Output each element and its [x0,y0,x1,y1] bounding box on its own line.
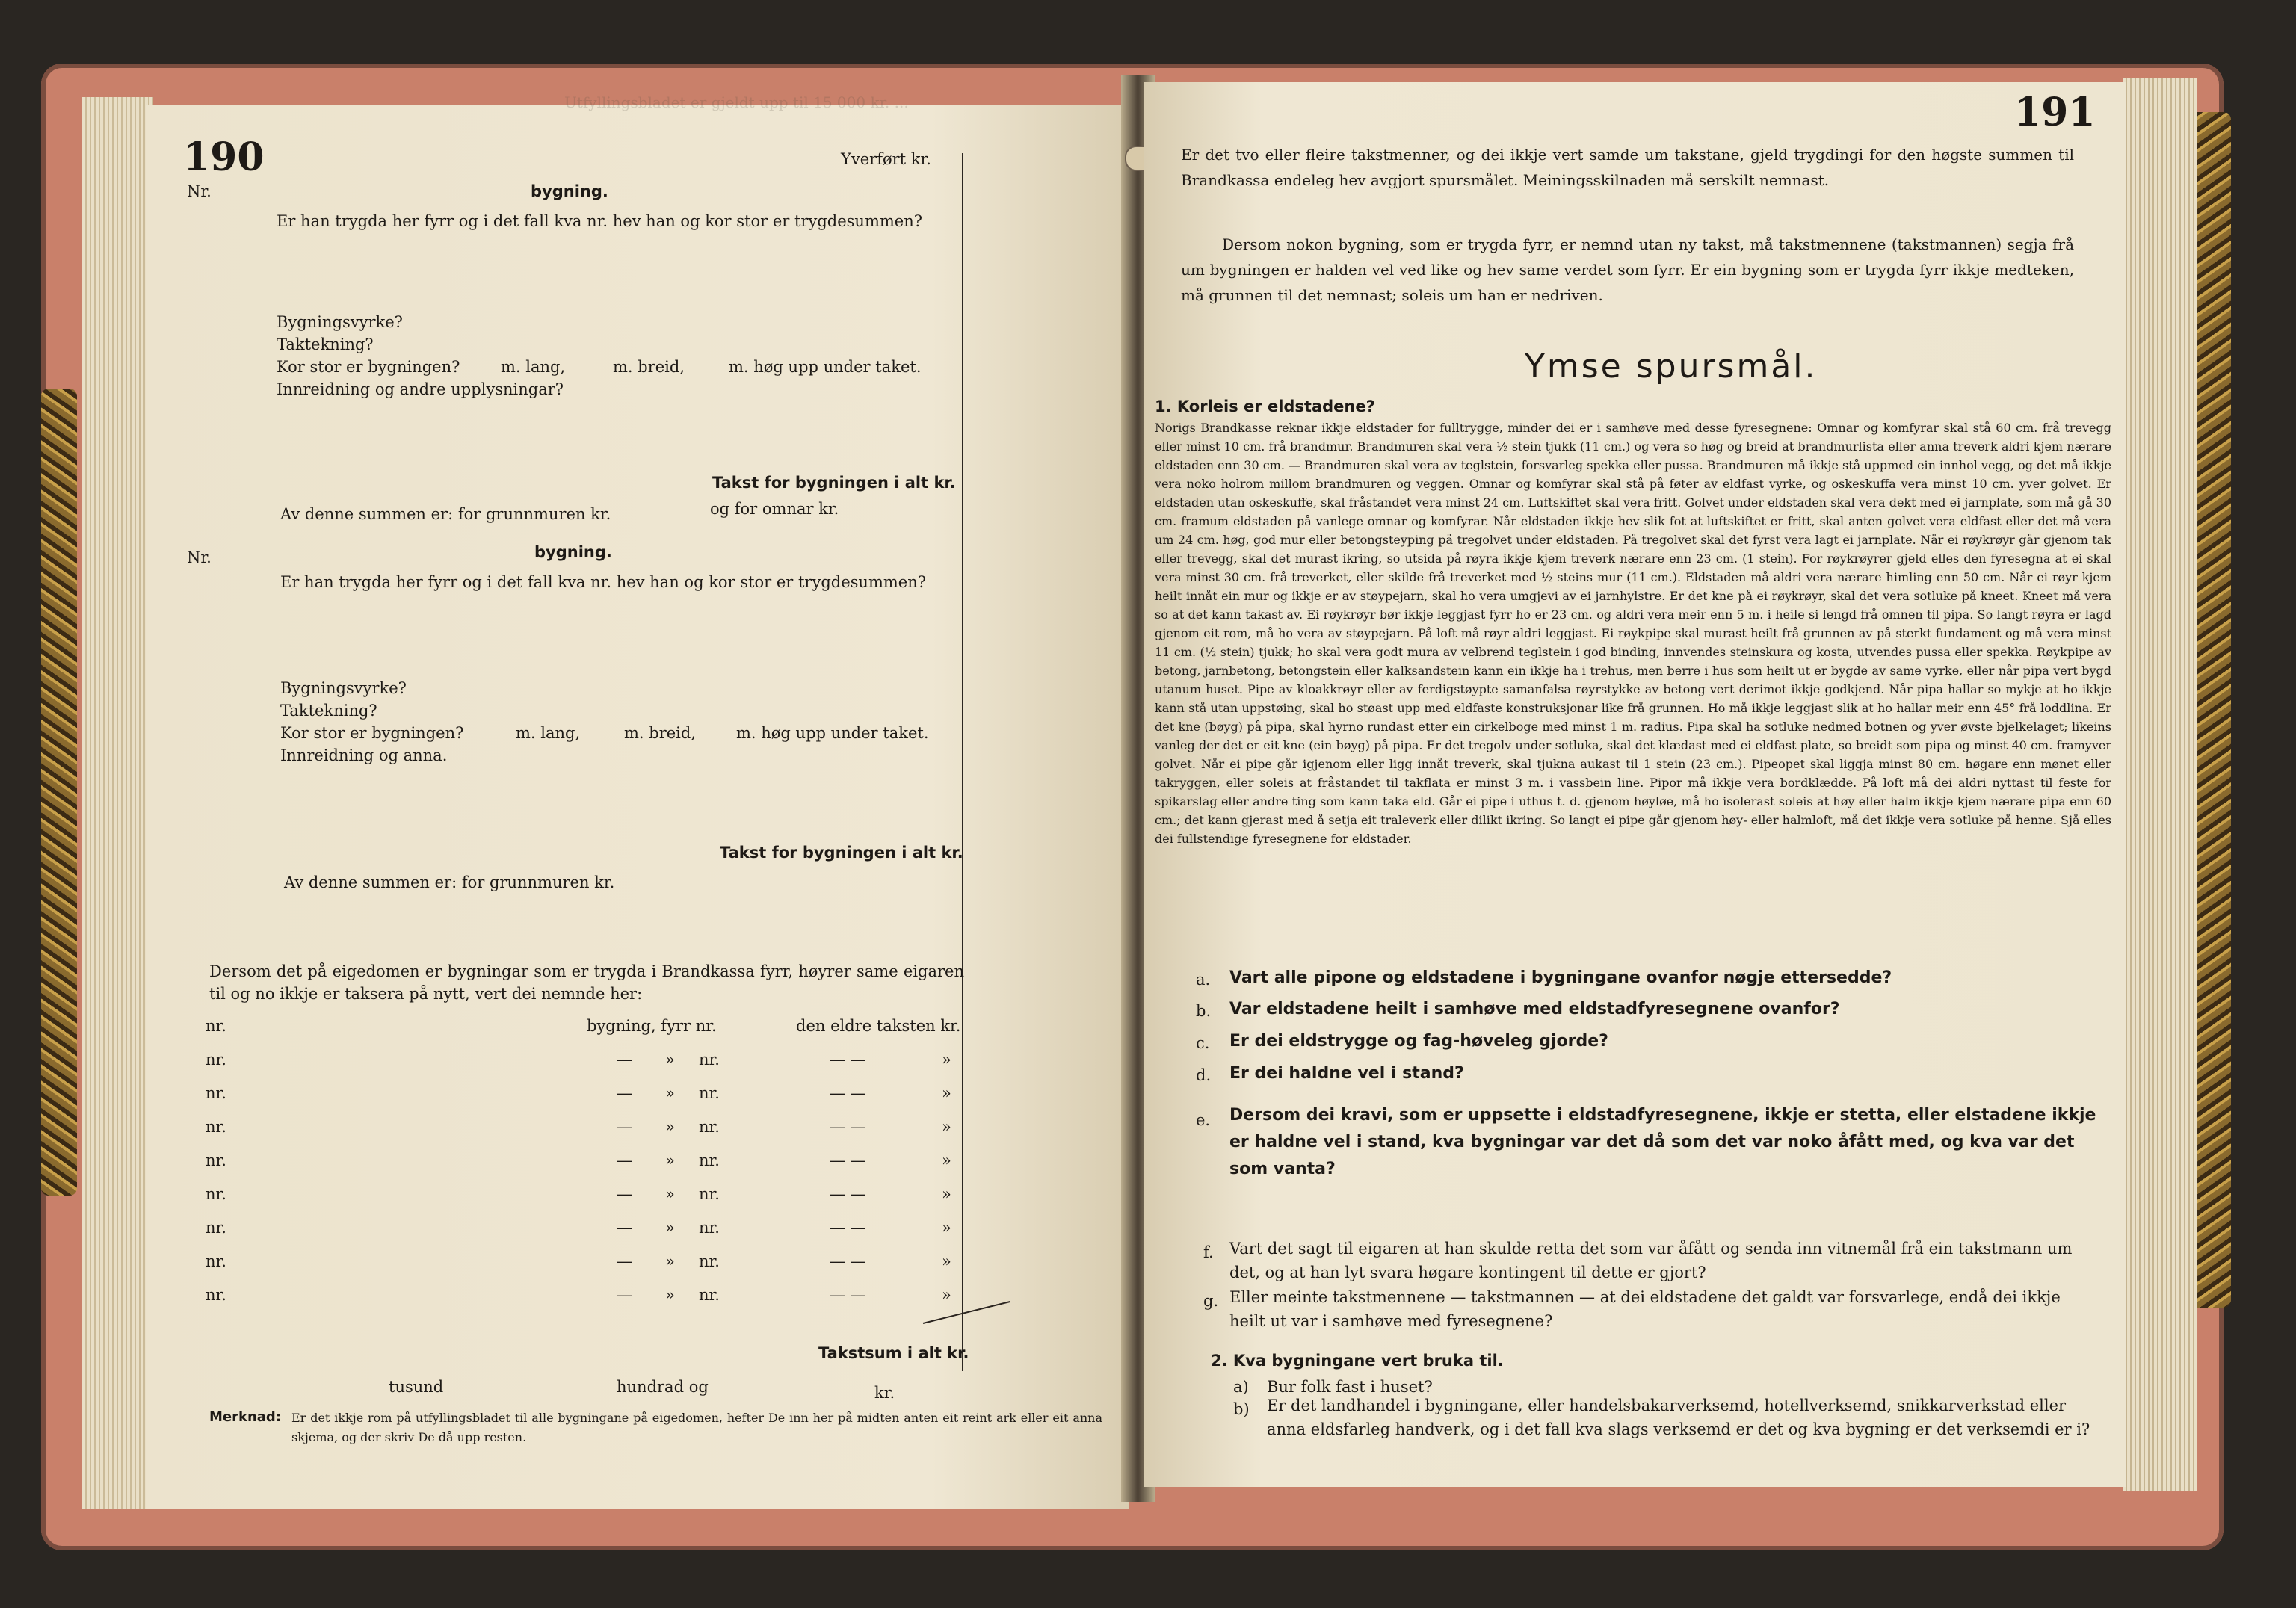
other-buildings-intro: Dersom det på eigedomen er bygningar som er trygda i Brandkassa fyrr, høyrer same eigaren til og no ikkje er taksera på nytt, vert dei nemnde her: [209,962,964,1003]
question-size: Kor stor er bygningen? [280,724,464,742]
row-ditto-dash: — [617,1185,632,1203]
row-ditto-dash: — — [830,1219,866,1237]
question-f-label: f. [1203,1243,1214,1261]
paragraph-existing-buildings: Dersom nokon bygning, som er trygda fyrr, er nemnd utan ny takst, må takstmennene (takstmannen) segja frå um bygningen er halden vel ved like og hev same verdet som fyrr. Er ein bygning som er trygda fyrr ikkje medteken, må grunnen til det nemnast; soleis um han er nedriven. [1181,235,2074,304]
question-2b-label: b) [1233,1400,1250,1418]
takst-total: Takst for bygningen i alt kr. [712,474,956,492]
question-material: Bygningsvyrke? [277,313,403,331]
question-e: Dersom dei kravi, som er uppsette i eldstadfyresegnene, ikkje er stetta, eller elstadene ikkje er haldne vel i stand, kva bygningar var det då som det var noko åfått med, og kva var det som vanta? [1229,1106,2096,1178]
question-material: Bygningsvyrke? [280,679,407,697]
size-width: m. breid, [624,724,697,742]
row-ditto-dash: — — [830,1286,866,1304]
question-insured: Er han trygda her fyrr og i det fall kva nr. hev han og kor stor er trygdesummen? [277,212,922,230]
question-b: Var eldstadene heilt i samhøve med eldstadfyresegnene ovanfor? [1229,1000,1840,1018]
question-g-label: g. [1203,1292,1219,1310]
left-page [146,93,1129,1509]
row-prev-nr: nr. [699,1185,720,1203]
question-e-label: e. [1196,1111,1211,1129]
question-insured: Er han trygda her fyrr og i det fall kva nr. hev han og kor stor er trygdesummen? [280,573,926,591]
page-edges-right [2123,78,2197,1491]
question-roof: Taktekning? [277,335,374,353]
question-a-label: a. [1196,971,1211,989]
row-ditto-dash: — — [830,1118,866,1136]
row-nr: nr. [206,1118,226,1136]
row-ditto-dash: — [617,1118,632,1136]
row-ditto-dash: — [617,1084,632,1102]
question-interior: Innreidning og andre upplysningar? [277,380,564,398]
question-f: Vart det sagt til eigaren at han skulde retta det som var åfått og senda inn vitnemål frå ein takstmann um det, og at han lyt svara høgare kontingent til dette er gjort? [1229,1240,2073,1281]
row-ditto: » [942,1151,951,1169]
question-2-title: 2. Kva bygningane vert bruka til. [1211,1352,1504,1370]
takst-total: Takst for bygningen i alt kr. [720,844,963,862]
fireplace-regulations: Norigs Brandkasse reknar ikkje eldstader for fulltrygge, minder dei er i samhøve med desse fyresegnene: Omnar og komfyrar skal stå 60 cm. frå trevegg eller minst 10 cm. frå brandmur. Brandmuren skal vera ½ stein tjukk (11 cm.) og vera so høg og breid at brandmurlista eller anna treverk aldri kjem nærare eldstaden enn 30 cm. — Brandmuren skal vera av teglstein, forsvarleg spekka eller pussa. Brandmuren må ikkje stå uppmed ein innhol vegg, og det må ikkje vera noko holrom millom brandmuren og veggen. Omnar og komfyrar skal stå på føter av eldfast vyrke, og oskeskuffa vera minst 10 cm. yver golvet. Er eldstaden utan oskeskuffe, skal fråstandet vera minst 24 cm. Luftskiftet skal vera fritt. Golvet under eldstaden skal vera dekt med ei jarnplate, som må gå 30 cm. framum eldstaden på vanlege omnar og komfyrar. Når eldstaden ikkje hev slik fot at luftskiftet er fritt, skal anten golvet vera eldfast eller det må vera um 24 cm. høg, god mur eller betongsteyping på tregolvet under eldstaden. På tregolvet skal det fyrst vera lagt ei jarnplate. Når ei røykrøyr går gjenom tak eller trevegg, skal det murast ikring, so utsida på røyra ikkje kjem treverk nærare enn 23 cm. (1 stein). For røykrøyrer gjeld elles den fyresegna at ei skal vera minst 30 cm. frå treverket, eller skilde frå treverket med ½ steins mur (11 cm.). Eldstaden må aldri vera nærare himling enn 50 cm. Når ei røyr kjem heilt innåt ein mur og ikkje er av støypejarn, skal ho vera umgjevi av ei jarnhylstre. Er det kne på ei røykrøyr, skal det vera sotluke på kneet. Kneet må vera so at det kann takast av. Ei røykrøyr bør ikkje leggjast fyrr ho er 23 cm. og aldri vera meir enn 5 m. i heile si lengd frå omnen til pipa. So langt røyra er lagd gjenom eit rom, må ho vera av støypejarn. På loft må røyr aldri leggjast. Ei røykpipe skal murast heilt frå grunnen av på sterkt fundament og må vera minst 11 cm. (½ stein) tjukk; ho skal vera godt mura av velbrend teglstein i god binding, innvendes steinskura og kosta, utvendes pussa eller spekka. Røykpipe av betong, jarnbetong, betongstein eller kalksandstein kann ein ikkje ha i trehus, men berre i hus som heilt ut er bygde av same vyrke, eller når pipa vert bygd utanum huset. Pipe av kloakkrøyr eller av ferdigstøypte samanfalsa røyrstykke av betong vert derimot ikkje godkjend. Når pipa hallar so mykje at ho ikkje kann stå utan uppstøing, skal ho støast upp med eldfaste konstruksjonar like frå grunnen. Ho må ikkje leggjast slik at ho hallar meir enn 45° frå loddlina. Er det kne (bøyg) på pipa, skal hyrno rundast etter ein cirkelboge med minst 1 m. radius. Pipa skal ha sotluke nedmed botnen og yver øvste bjelkelaget; likeins vanleg der det er eit kne (ein bøyg) på pipa. Er det tregolv under sotluka, skal det klædast med ei eldfast plate, so breidt som pipa og minst 40 cm. framyver golvet. Når ei pipe går igjenom eller ligg innåt treverk, skal tjukna aukast til 1 stein (23 cm.). Pipeopet skal liggja minst 80 cm. høgare enn mønet eller takryggen, eller soleis at fråstandet til takflata er minst 3 m. i vassbein line. Pipor må ikkje vera bordklædde. På loft må dei aldri nyttast til feste for spikarslag eller andre ting som kann taka eld. Går ei pipe i uthus t. d. gjenom høyløe, må ho isolerast soleis at høy eller halm ikkje kjem nærare pipa enn 60 cm.; det kann gjerast med å setja eit traleverk eller dilikt ikring. So langt ei pipe går gjenom høy- eller halmloft, må det ikkje vera sotluke på henne. Sjå elles dei fullstendige fyresegnene for eldstader. [1155,421,2111,846]
row-ditto-dash: — — [830,1084,866,1102]
merknad-text: Er det ikkje rom på utfyllingsbladet til alle bygningane på eigedomen, hefter De inn her på midten anten eit reint ark eller eit anna skjema, og der skriv De då upp resten. [291,1411,1102,1444]
carried-over-label: Yverført kr. [841,150,931,168]
row-ditto-dash: — [617,1286,632,1304]
size-width: m. breid, [613,358,685,376]
row-prev-nr: nr. [699,1051,720,1069]
row-ditto-dash: — — [830,1185,866,1203]
page-edges-left [82,97,153,1509]
row-ditto: » [942,1252,951,1270]
row-ditto-dash: — — [830,1051,866,1069]
row-ditto: » [665,1084,675,1102]
size-length: m. lang, [501,358,566,376]
size-height: m. høg upp under taket. [729,358,922,376]
row-nr: nr. [206,1051,226,1069]
right-page [1144,82,2126,1487]
sum-kr: kr. [874,1384,895,1402]
bleed-through-text: Utfyllingsbladet er gjeldt upp til 15 000 kr. ... [564,93,909,111]
bygning-label: bygning. [531,182,608,200]
row-ditto: » [665,1151,675,1169]
row-prev-nr: nr. [699,1084,720,1102]
row-nr: nr. [206,1017,226,1035]
question-c-label: c. [1196,1034,1210,1052]
row-ditto: » [942,1219,951,1237]
sum-tusund: tusund [389,1378,444,1396]
row-nr: nr. [206,1185,226,1203]
row-ditto-dash: — [617,1252,632,1270]
row-nr: nr. [206,1252,226,1270]
row-nr: nr. [206,1084,226,1102]
row-ditto-dash: — — [830,1151,866,1169]
row-ditto-dash: — [617,1151,632,1169]
row-ditto: » [665,1219,675,1237]
row-building-prev-nr: bygning, fyrr nr. [587,1017,717,1035]
question-interior: Innreidning og anna. [280,746,448,764]
amount-column-line [962,153,963,1371]
row-prev-nr: nr. [699,1252,720,1270]
nr-label: Nr. [187,182,212,200]
row-prev-nr: nr. [699,1219,720,1237]
row-ditto: » [942,1286,951,1304]
row-nr: nr. [206,1286,226,1304]
takst-foundation: Av denne summen er: for grunnmuren kr. [284,873,615,891]
row-nr: nr. [206,1219,226,1237]
row-ditto-dash: — [617,1051,632,1069]
question-c: Er dei eldstrygge og fag-høveleg gjorde? [1229,1032,1608,1051]
question-2b: Er det landhandel i bygningane, eller handelsbakarverksemd, hotellverksemd, snikkarverkstad eller anna eldsfarleg handverk, og i det fall kva slags verksemd er det og kva bygning er det verksemdi er i? [1267,1397,2090,1438]
question-g: Eller meinte takstmennene — takstmannen — at dei eldstadene det galdt var forsvarlege, endå dei ikkje heilt ut var i samhøve med fyresegnene? [1229,1288,2061,1330]
row-nr: nr. [206,1151,226,1169]
takst-foundation: Av denne summen er: for grunnmuren kr. [280,505,611,523]
row-ditto: » [942,1084,951,1102]
cover-marbling-left [41,389,77,1196]
size-length: m. lang, [516,724,581,742]
page-number: 191 [2014,90,2096,135]
page-number: 190 [183,134,265,180]
question-d-label: d. [1196,1066,1212,1084]
question-2a: Bur folk fast i huset? [1267,1378,1433,1396]
row-ditto-dash: — — [830,1252,866,1270]
row-ditto: » [665,1185,675,1203]
sum-hundrad: hundrad og [617,1378,709,1396]
cancel-stroke [923,1301,1010,1324]
row-ditto: » [665,1051,675,1069]
nr-label: Nr. [187,548,212,566]
paragraph-disagreement: Er det tvo eller fleire takstmenner, og dei ikkje vert samde um takstane, gjeld trygdingi for den høgste summen til Brandkassa endeleg hev avgjort spursmålet. Meiningsskilnaden må serskilt nemnast. [1181,146,2074,189]
bygning-label: bygning. [534,543,612,561]
row-prev-nr: nr. [699,1118,720,1136]
section-heading: Ymse spursmål. [1525,347,1818,386]
row-prev-nr: nr. [699,1286,720,1304]
question-roof: Taktekning? [280,702,377,720]
merknad-label: Merknad: [209,1409,282,1425]
row-prev-nr: nr. [699,1151,720,1169]
question-size: Kor stor er bygningen? [277,358,460,376]
row-old-takst: den eldre taksten kr. [796,1017,961,1035]
size-height: m. høg upp under taket. [736,724,929,742]
row-ditto: » [942,1118,951,1136]
question-2a-label: a) [1233,1378,1249,1396]
row-ditto: » [665,1286,675,1304]
question-1-title: 1. Korleis er eldstadene? [1155,398,1375,415]
takstsum-total: Takstsum i alt kr. [818,1344,969,1362]
row-ditto: » [665,1252,675,1270]
takst-ovens: og for omnar kr. [710,500,839,518]
row-ditto: » [665,1118,675,1136]
question-b-label: b. [1196,1002,1212,1020]
question-d: Er dei haldne vel i stand? [1229,1064,1464,1083]
row-ditto: » [942,1051,951,1069]
row-ditto: » [942,1185,951,1203]
question-a: Vart alle pipone og eldstadene i bygningane ovanfor nøgje ettersedde? [1229,968,1892,987]
row-ditto-dash: — [617,1219,632,1237]
